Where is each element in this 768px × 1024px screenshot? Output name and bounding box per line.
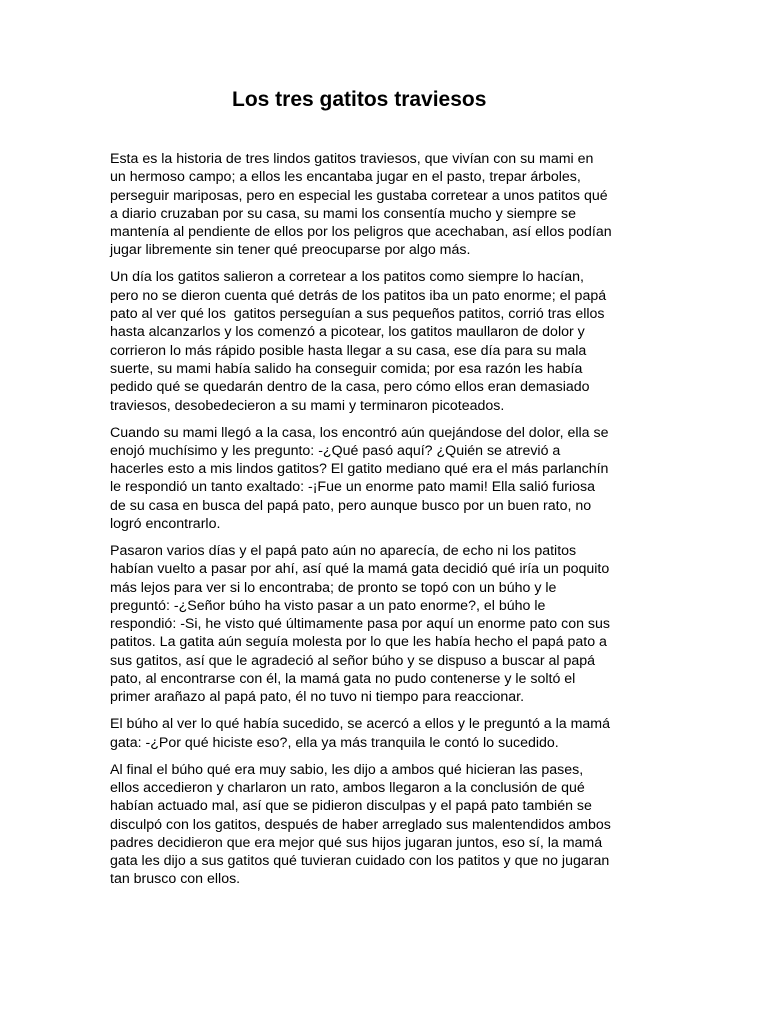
text-line: ellos accedieron y charlaron un rato, ambos llegaron a la conclusión de qué: [110, 779, 585, 796]
text-line: Cuando su mami llegó a la casa, los encontró aún quejándose del dolor, ella se: [110, 424, 609, 441]
paragraph-4: [110, 542, 670, 707]
text-line: primer arañazo al papá pato, él no tuvo ni tiempo para reaccionar.: [110, 689, 525, 706]
paragraph-3: [110, 424, 670, 534]
text-line: perseguir mariposas, pero en especial les gustaba corretear a unos patitos qué: [110, 187, 608, 204]
text-line: a diario cruzaban por su casa, su mami los consentía mucho y siempre se: [110, 205, 577, 222]
text-line: hasta alcanzarlos y los comenzó a picotear, los gatitos maullaron de dolor y: [110, 324, 585, 341]
text-line: mantenía al pendiente de ellos por los peligros que acechaban, así ellos podían: [110, 224, 612, 241]
text-line: enojó muchísimo y les pregunto: -¿Qué pasó aquí? ¿Quién se atrevió a: [110, 442, 561, 459]
text-line: hacerles esto a mis lindos gatitos? El gatito mediano qué era el más parlanchín: [110, 461, 609, 478]
text-line: habían vuelto a pasar por ahí, así qué la mamá gata decidió qué iría un poquito: [110, 561, 610, 578]
text-line: suerte, su mami había salido ha conseguir comida; por esa razón les había: [110, 360, 583, 377]
paragraph-2: [110, 268, 670, 414]
text-line: disculpó con los gatitos, después de haber arreglado sus malentendidos ambos: [110, 816, 611, 833]
text-line: respondió: -Si, he visto qué últimamente pasa por aquí un enorme pato con sus: [110, 616, 611, 633]
paragraph-1: [110, 150, 670, 260]
text-line: le respondió un tanto exaltado: -¡Fue un enorme pato mami! Ella salió furiosa: [110, 479, 596, 496]
paragraph-6: [110, 761, 670, 889]
text-line: pato al ver qué los gatitos perseguían a sus pequeños patitos, corrió tras ellos: [110, 306, 605, 323]
document-body: [110, 150, 670, 897]
text-line: Un día los gatitos salieron a corretear a los patitos como siempre lo hacían,: [110, 269, 584, 286]
text-line: Pasaron varios días y el papá pato aún no aparecía, de echo ni los patitos: [110, 543, 577, 559]
text-line: Esta es la historia de tres lindos gatitos traviesos, que vivían con su mami en: [110, 151, 594, 167]
text-line: más lejos para ver si lo encontraba; de pronto se topó con un búho y le: [110, 579, 557, 596]
text-line: jugar libremente sin tener qué preocuparse por algo más.: [110, 242, 471, 259]
text-line: de su casa en busca del papá pato, pero aunque busco por un buen rato, no: [110, 497, 592, 514]
text-line: gata les dijo a sus gatitos qué tuvieran cuidado con los patitos y que no jugaran: [110, 853, 610, 870]
text-line: pedido qué se quedarán dentro de la casa, pero cómo ellos eran demasiado: [110, 379, 590, 396]
text-line: tan brusco con ellos.: [110, 871, 241, 888]
document-title: Los tres gatitos traviesos: [232, 88, 487, 111]
text-line: gata: -¿Por qué hiciste eso?, ella ya más tranquila le contó lo sucedido.: [110, 734, 559, 751]
text-line: pero no se dieron cuenta qué detrás de los patitos iba un pato enorme; el papá: [110, 287, 607, 304]
text-line: Al final el búho qué era muy sabio, les dijo a ambos qué hicieran las pases,: [110, 761, 584, 778]
text-line: corrieron lo más rápido posible hasta llegar a su casa, ese día para su mala: [110, 342, 587, 359]
text-line: traviesos, desobedecieron a su mami y terminaron picoteados.: [110, 397, 505, 414]
text-line: El búho al ver lo qué había sucedido, se acercó a ellos y le preguntó a la mamá: [110, 716, 611, 733]
text-line: habían actuado mal, así que se pidieron disculpas y el papá pato también se: [110, 798, 592, 815]
text-line: preguntó: -¿Señor búho ha visto pasar a un pato enorme?, el búho le: [110, 597, 546, 614]
text-line: un hermoso campo; a ellos les encantaba jugar en el pasto, trepar árboles,: [110, 169, 581, 186]
text-line: logró encontrarlo.: [110, 516, 221, 533]
text-line: patitos. La gatita aún seguía molesta por lo que les había hecho el papá pato a: [110, 634, 607, 651]
text-line: sus gatitos, así que le agradeció al señor búho y se dispuso a buscar al papá: [110, 652, 596, 669]
text-line: padres decidieron que era mejor qué sus hijos jugaran juntos, eso sí, la mamá: [110, 834, 603, 851]
paragraph-5: [110, 715, 670, 752]
text-line: pato, al encontrarse con él, la mamá gata no pudo contenerse y le soltó el: [110, 671, 576, 688]
